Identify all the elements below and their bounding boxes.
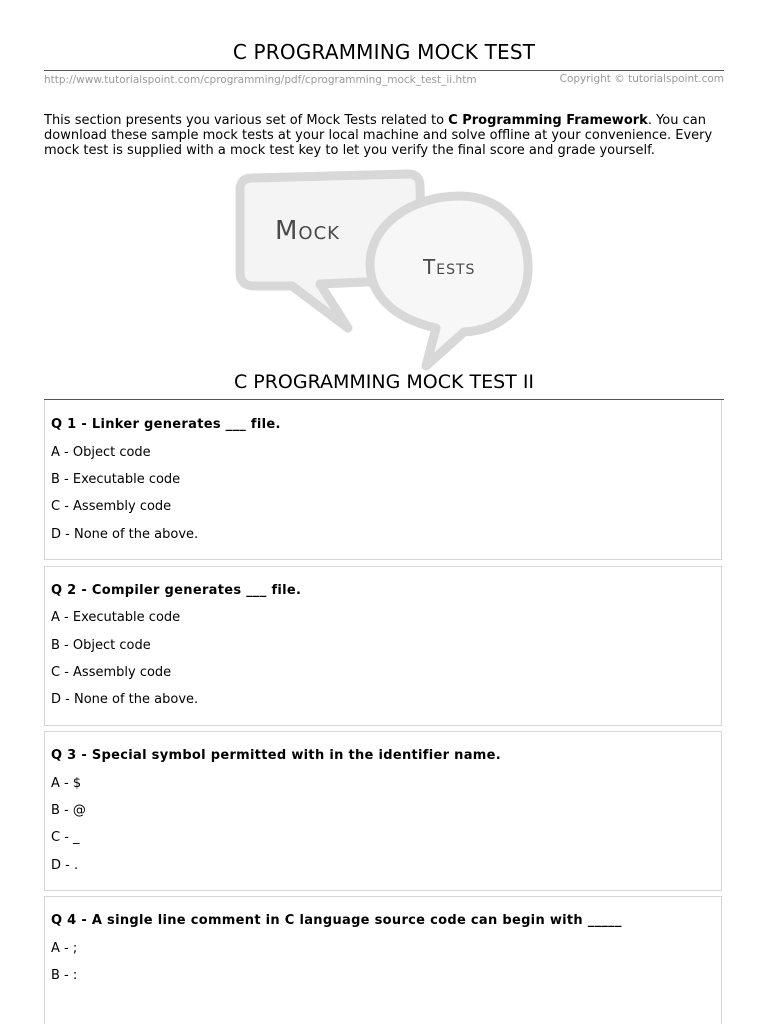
intro-text-after: . You can download these sample mock tests at your local machine and solve offline at your convenience. Every mock test is supplied with a mock test key to let you verify the final score and grade yourself. [44, 113, 713, 158]
header-divider [44, 70, 724, 71]
intro-bold-term: C Programming Framework [448, 113, 648, 128]
answer-option[interactable]: D - None of the above. [51, 527, 199, 542]
source-url[interactable]: http://www.tutorialspoint.com/cprogramming/pdf/cprogramming_mock_test_ii.htm [44, 74, 477, 86]
speech-bubble-right-icon [370, 196, 528, 366]
question-text: Q 3 - Special symbol permitted with in the identifier name. [51, 748, 501, 763]
answer-option[interactable]: C - _ [51, 830, 80, 845]
question-card [44, 731, 722, 891]
answer-option[interactable]: D - . [51, 858, 79, 873]
answer-option[interactable]: B - : [51, 968, 78, 983]
answer-option[interactable]: A - Object code [51, 445, 151, 460]
answer-option[interactable]: C - Assembly code [51, 665, 172, 680]
question-text: Q 2 - Compiler generates ___ file. [51, 583, 302, 598]
answer-option[interactable]: B - Object code [51, 638, 151, 653]
mock-tests-illustration [230, 168, 540, 378]
answer-option[interactable]: B - @ [51, 803, 86, 818]
answer-option[interactable]: B - Executable code [51, 472, 181, 487]
answer-option[interactable]: D - None of the above. [51, 692, 199, 707]
answer-option[interactable]: A - $ [51, 776, 82, 791]
hero-word-tests: Tests [423, 255, 476, 279]
copyright-text: Copyright © tutorialspoint.com [559, 73, 724, 85]
intro-paragraph [44, 113, 734, 158]
answer-option[interactable]: A - Executable code [51, 610, 181, 625]
question-text: Q 1 - Linker generates ___ file. [51, 417, 281, 432]
answer-option[interactable]: C - Assembly code [51, 499, 172, 514]
page-title: C PROGRAMMING MOCK TEST [232, 40, 536, 64]
answer-option[interactable]: A - ; [51, 941, 78, 956]
question-card [44, 400, 722, 560]
intro-text-before: This section presents you various set of Mock Tests related to [44, 113, 449, 128]
question-text: Q 4 - A single line comment in C language source code can begin with _____ [51, 913, 622, 928]
hero-word-mock: Mock [275, 216, 340, 246]
question-card [44, 566, 722, 726]
question-card [44, 896, 722, 1024]
section-title: C PROGRAMMING MOCK TEST II [233, 371, 535, 393]
